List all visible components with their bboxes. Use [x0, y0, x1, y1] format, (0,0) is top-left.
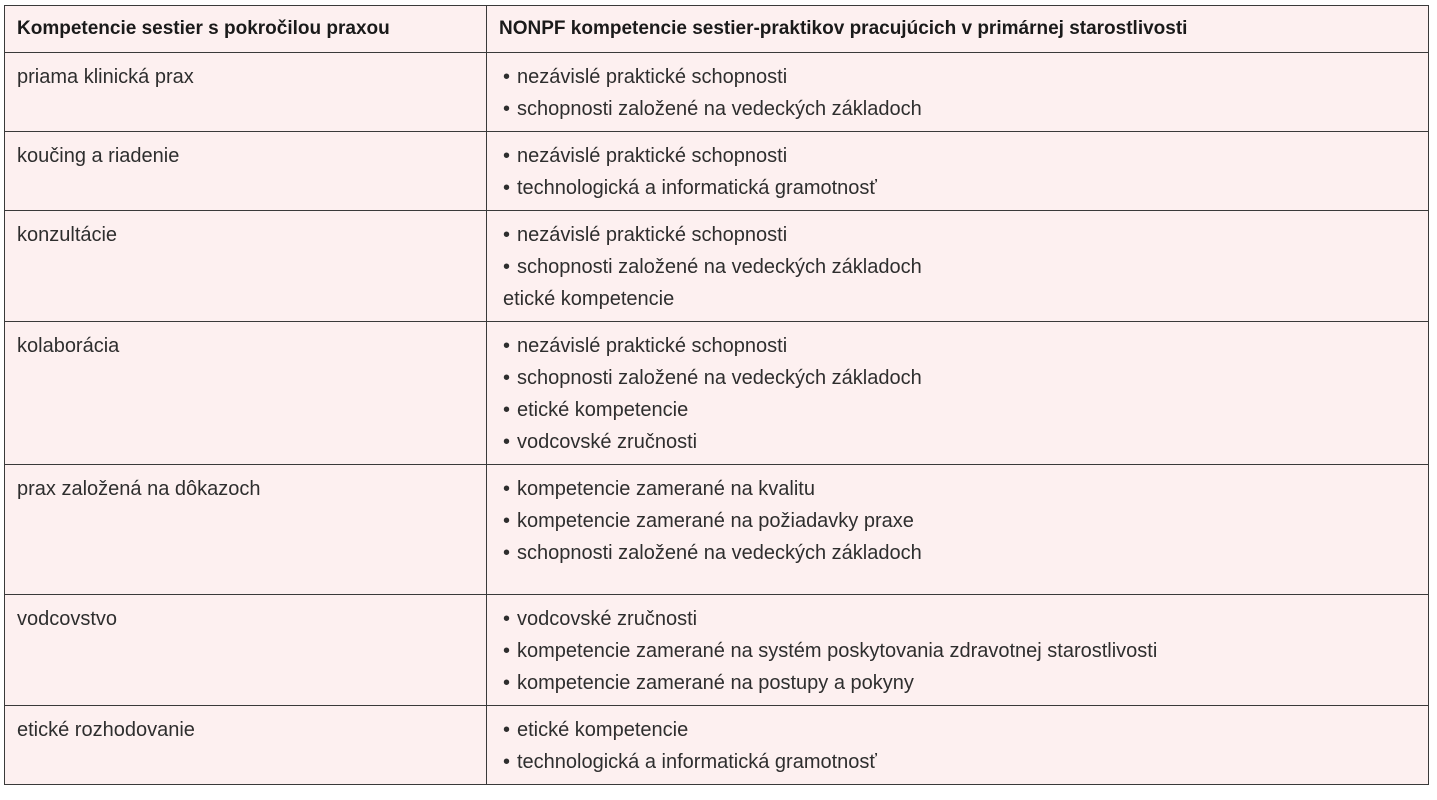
list-item — [503, 283, 1416, 315]
bullet: • — [503, 478, 511, 500]
nonpf-list-cell — [487, 53, 1429, 132]
list-item — [503, 603, 1416, 635]
nonpf-list-cell — [487, 322, 1429, 465]
table-row — [5, 322, 1429, 465]
bullet: • — [503, 542, 511, 564]
list-item-text: kompetencie zamerané na požiadavky praxe — [517, 510, 914, 532]
bullet: • — [503, 431, 511, 453]
competence-cell: vodcovstvo — [5, 595, 487, 706]
list-item-text: kompetencie zamerané na kvalitu — [517, 478, 815, 500]
list-item — [503, 172, 1416, 204]
bullet: • — [503, 145, 511, 167]
bullet: • — [503, 672, 511, 694]
nonpf-list-cell — [487, 132, 1429, 211]
list-item — [503, 61, 1416, 93]
nonpf-list-cell — [487, 595, 1429, 706]
bullet: • — [503, 224, 511, 246]
competence-cell: koučing a riadenie — [5, 132, 487, 211]
list-item-text: etické kompetencie — [517, 399, 689, 421]
header-apn-competencies: Kompetencie sestier s pokročilou praxou — [5, 6, 487, 53]
list-item-text: schopnosti založené na vedeckých základoch — [517, 98, 922, 120]
list-item — [503, 219, 1416, 251]
list-item-text: kompetencie zamerané na postupy a pokyny — [517, 672, 914, 694]
table-row — [5, 132, 1429, 211]
list-item-text: vodcovské zručnosti — [517, 431, 698, 453]
competence-table — [4, 5, 1429, 785]
list-item — [503, 667, 1416, 699]
list-item — [503, 93, 1416, 125]
bullet: • — [503, 510, 511, 532]
table-row — [5, 595, 1429, 706]
list-item — [503, 635, 1416, 667]
bullet: • — [503, 98, 511, 120]
list-item-text: schopnosti založené na vedeckých základoch — [517, 367, 922, 389]
competence-cell: priama klinická prax — [5, 53, 487, 132]
bullet: • — [503, 608, 511, 630]
bullet: • — [503, 719, 511, 741]
list-item-text: vodcovské zručnosti — [517, 608, 698, 630]
list-item — [503, 426, 1416, 458]
bullet: • — [503, 335, 511, 357]
bullet: • — [503, 640, 511, 662]
list-item-text: technologická a informatická gramotnosť — [517, 751, 877, 773]
competence-cell: etické rozhodovanie — [5, 706, 487, 785]
list-item — [503, 714, 1416, 746]
list-item-text: nezávislé praktické schopnosti — [517, 335, 788, 357]
list-item — [503, 746, 1416, 778]
list-item — [503, 251, 1416, 283]
bullet: • — [503, 367, 511, 389]
bullet: • — [503, 399, 511, 421]
list-item-text: schopnosti založené na vedeckých základoch — [517, 256, 922, 278]
table-row — [5, 211, 1429, 322]
bullet: • — [503, 66, 511, 88]
nonpf-list-cell — [487, 211, 1429, 322]
list-item-text: schopnosti založené na vedeckých základoch — [517, 542, 922, 564]
table-row — [5, 53, 1429, 132]
list-item-text: technologická a informatická gramotnosť — [517, 177, 877, 199]
list-item-text: kompetencie zamerané na systém poskytovania zdravotnej starostlivosti — [517, 640, 1158, 662]
table-header-row — [5, 6, 1429, 53]
bullet: • — [503, 751, 511, 773]
table-row — [5, 706, 1429, 785]
competence-table-container — [4, 5, 1428, 785]
list-item — [503, 362, 1416, 394]
nonpf-list-cell — [487, 706, 1429, 785]
competence-cell: kolaborácia — [5, 322, 487, 465]
table-row — [5, 465, 1429, 595]
list-item — [503, 505, 1416, 537]
list-item-text: nezávislé praktické schopnosti — [517, 66, 788, 88]
bullet: • — [503, 256, 511, 278]
header-nonpf-competencies: NONPF kompetencie sestier-praktikov pracujúcich v primárnej starostlivosti — [487, 6, 1429, 53]
list-item — [503, 330, 1416, 362]
list-item-text: etické kompetencie — [503, 288, 675, 310]
competence-cell: prax založená na dôkazoch — [5, 465, 487, 595]
list-item-text: nezávislé praktické schopnosti — [517, 145, 788, 167]
nonpf-list-cell — [487, 465, 1429, 595]
list-item-text: etické kompetencie — [517, 719, 689, 741]
bullet: • — [503, 177, 511, 199]
competence-cell: konzultácie — [5, 211, 487, 322]
list-item — [503, 394, 1416, 426]
list-item — [503, 473, 1416, 505]
list-item — [503, 537, 1416, 569]
list-item — [503, 140, 1416, 172]
list-item-text: nezávislé praktické schopnosti — [517, 224, 788, 246]
